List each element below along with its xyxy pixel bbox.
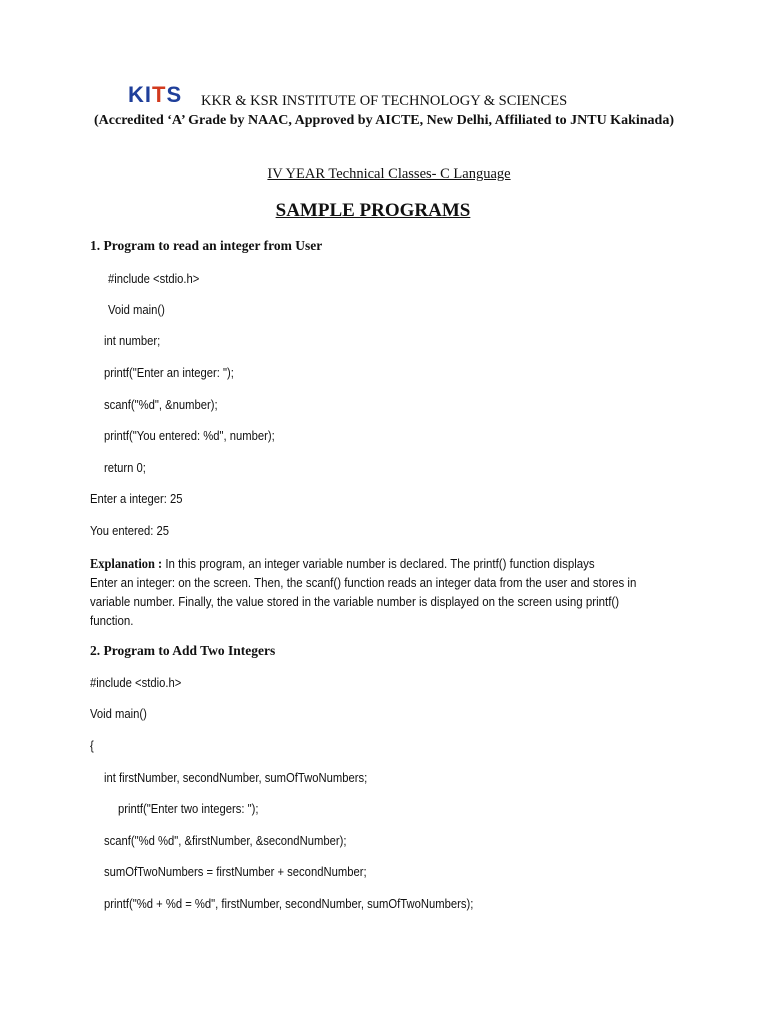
course-title: IV YEAR Technical Classes- C Language [267,166,511,182]
code-line: sumOfTwoNumbers = firstNumber + secondNumber; [104,865,367,879]
explanation-line: Explanation : In this program, an integer variable number is declared. The printf() function displays [90,556,595,571]
code-line: { [90,739,94,753]
code-line: int number; [104,334,161,348]
kits-logo: KITS [128,82,183,107]
code-line: int firstNumber, secondNumber, sumOfTwoNumbers; [104,771,368,785]
code-line: scanf("%d", &number); [104,398,218,412]
code-line: printf("Enter two integers: "); [118,802,259,816]
code-line: #include <stdio.h> [108,272,200,286]
code-line: Void main() [108,303,165,317]
explanation-line: function. [90,614,134,628]
code-line: return 0; [104,461,146,475]
code-line: printf("%d + %d = %d", firstNumber, secondNumber, sumOfTwoNumbers); [104,897,474,911]
explanation-label: Explanation : [90,556,163,571]
explanation-paragraph [90,554,750,631]
code-line: scanf("%d %d", &firstNumber, &secondNumber); [104,834,347,848]
output-line: Enter a integer: 25 [90,492,183,506]
code-line: Void main() [90,707,147,721]
explanation-line: variable number. Finally, the value stored in the variable number is displayed on the screen using printf() [90,595,620,609]
accreditation-line: (Accredited ‘A’ Grade by NAAC, Approved by AICTE, New Delhi, Affiliated to JNTU Kakinada) [94,113,674,128]
institute-name: KKR & KSR INSTITUTE OF TECHNOLOGY & SCIENCES [201,93,568,109]
code-line: #include <stdio.h> [90,676,182,690]
output-line: You entered: 25 [90,524,170,538]
code-line: printf("You entered: %d", number); [104,429,275,443]
program-2-title: 2. Program to Add Two Integers [90,643,276,658]
code-line: printf("Enter an integer: "); [104,366,234,380]
explanation-line: Enter an integer: on the screen. Then, the scanf() function reads an integer data from the user and stores in [90,576,637,590]
page-title: SAMPLE PROGRAMS [275,200,471,221]
program-1-title: 1. Program to read an integer from User [90,238,323,253]
